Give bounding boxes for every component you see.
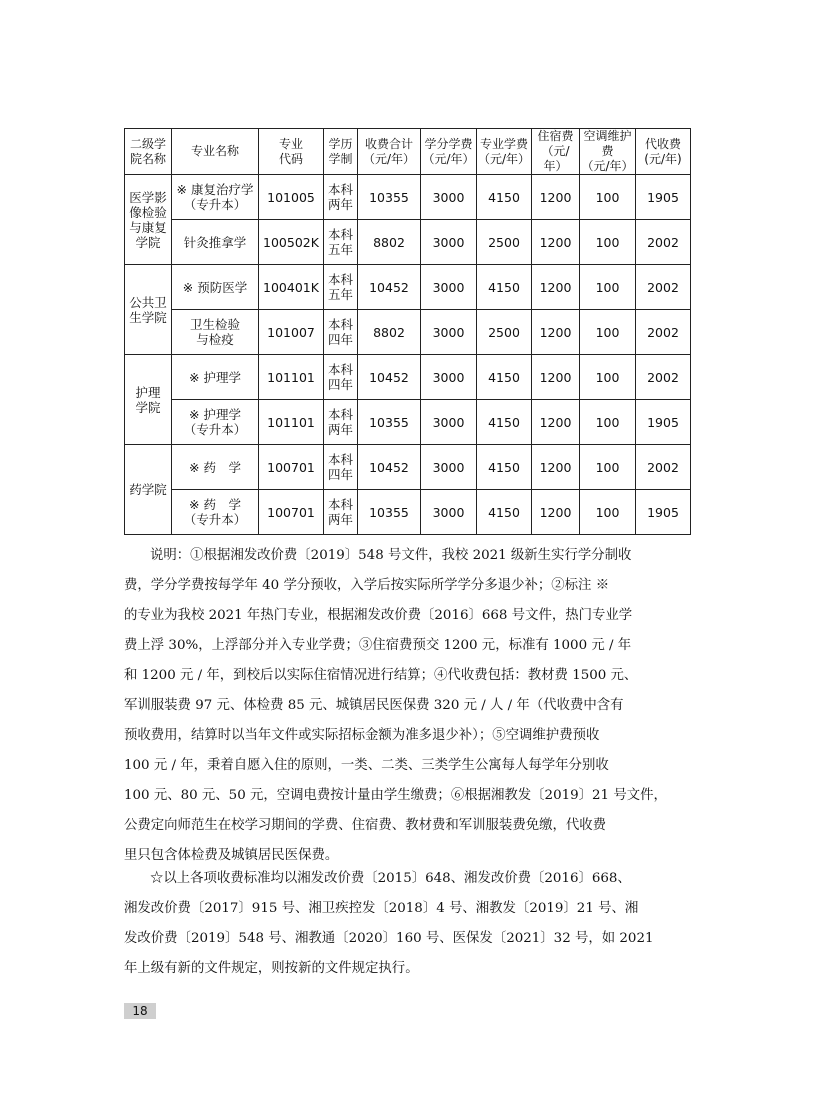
program-length-cell bbox=[324, 265, 358, 310]
dorm-fee-cell: 1200 bbox=[532, 265, 580, 310]
college-name-line: 护理 bbox=[135, 384, 161, 400]
header-label: （元/年） bbox=[422, 151, 475, 166]
cell-line: 本科 bbox=[327, 407, 353, 422]
dorm-fee-cell: 1200 bbox=[532, 355, 580, 400]
major-name-line: 卫生检验 bbox=[189, 317, 240, 332]
table-row bbox=[125, 175, 691, 220]
table-row bbox=[125, 310, 691, 355]
total-fee-cell: 10452 bbox=[358, 265, 421, 310]
major-code-cell: 101101 bbox=[259, 355, 324, 400]
header-label: 专业名称 bbox=[190, 144, 239, 158]
header-row bbox=[125, 129, 691, 175]
major-name-cell bbox=[172, 175, 259, 220]
major-fee-cell: 2500 bbox=[477, 310, 532, 355]
agency-fee-cell: 1905 bbox=[636, 175, 691, 220]
college-name-cell bbox=[125, 175, 172, 265]
major-fee-cell: 4150 bbox=[477, 400, 532, 445]
ac-fee-cell: 100 bbox=[580, 175, 636, 220]
page-number: 18 bbox=[124, 1003, 156, 1019]
major-code-cell: 100701 bbox=[259, 445, 324, 490]
header-label: 学制 bbox=[328, 151, 353, 166]
ac-fee-cell: 100 bbox=[580, 265, 636, 310]
agency-fee-cell: 2002 bbox=[636, 265, 691, 310]
cell-line: 本科 bbox=[327, 362, 353, 377]
major-name-line: 针灸推拿学 bbox=[183, 234, 247, 250]
table-body bbox=[125, 175, 691, 535]
credit-fee-cell: 3000 bbox=[421, 490, 477, 535]
standards-note: ☆以上各项收费标准均以湘发改价费〔2015〕648、湘发改价费〔2016〕668、 湘发改价费〔2017〕915 号、湘卫疾控发〔2018〕4 号、湘教发〔2019〕21 号、湘 发改价费〔2019〕548 号、湘教通〔2020〕160 号、医保发〔2021〕32 号，如 2021 年上级有新的文件规定，则按新的文件规定执行。 bbox=[124, 871, 654, 976]
major-fee-cell: 4150 bbox=[477, 490, 532, 535]
college-name-line: 学院 bbox=[135, 399, 161, 415]
major-name-line: ※ 药 学 bbox=[189, 459, 241, 475]
credit-fee-cell: 3000 bbox=[421, 355, 477, 400]
credit-fee-cell: 3000 bbox=[421, 400, 477, 445]
explanation-note: 说明：①根据湘发改价费〔2019〕548 号文件，我校 2021 级新生实行学分制收 费，学分学费按每学年 40 学分预收，入学后按实际所学学分多退少补；②标注 ※ 的专业为我校 2021 年热门专业，根据湘发改价费〔2016〕668 号文件，热门专业学 费上浮 30%，上浮部分并入专业学费；③住宿费预交 1200 元，标准有 1000 元 / 年 和 1200 元 / 年，到校后以实际住宿情况进行结算；④代收费包括：教材费 1500 元、 军训服装费 97 元、体检费 85 元、城镇居民医保费 320 元 / 人 / 年（代收费中含有 预收费用，结算时以当年文件或实际招标金额为准多退少补）；⑤空调维护费预收 100 元 / 年，秉着自愿入住的原则，一类、二类、三类学生公寓每人每学年分别收 100 元、80 元、50 元，空调电费按计量由学生缴费；⑥根据湘教发〔2019〕21 号文件， 公费定向师范生在校学习期间的学费、住宿费、教材费和军训服装费免缴，代收费 里只包含体检费及城镇居民医保费。 bbox=[124, 548, 667, 863]
major-name-line: ※ 护理学 bbox=[189, 369, 241, 385]
agency-fee-cell: 2002 bbox=[636, 220, 691, 265]
college-name-line: 像检验 bbox=[129, 204, 167, 220]
program-length-cell bbox=[324, 355, 358, 400]
major-name-line: ※ 预防医学 bbox=[182, 279, 248, 295]
cell-line: 两年 bbox=[327, 512, 353, 527]
cell-line: 五年 bbox=[327, 242, 353, 257]
college-name-line: 学院 bbox=[135, 234, 161, 250]
header-label: 院名称 bbox=[129, 151, 166, 166]
fee-table bbox=[124, 128, 691, 535]
credit-fee-cell: 3000 bbox=[421, 265, 477, 310]
college-name-line: 医学影 bbox=[129, 189, 167, 205]
program-length-cell bbox=[324, 220, 358, 265]
college-name-cell bbox=[125, 445, 172, 535]
ac-fee-cell: 100 bbox=[580, 400, 636, 445]
header-label: 住宿费 bbox=[537, 129, 574, 143]
credit-fee-cell: 3000 bbox=[421, 445, 477, 490]
table-header bbox=[125, 129, 691, 175]
major-name-cell bbox=[172, 445, 259, 490]
credit-fee-header bbox=[421, 129, 477, 175]
major-code-cell: 100701 bbox=[259, 490, 324, 535]
total-fee-cell: 10355 bbox=[358, 490, 421, 535]
major-name-line: ※ 护理学 bbox=[189, 407, 241, 422]
cell-line: 四年 bbox=[327, 467, 353, 482]
cell-line: 两年 bbox=[327, 197, 353, 212]
ac-fee-cell: 100 bbox=[580, 490, 636, 535]
major-fee-cell: 2500 bbox=[477, 220, 532, 265]
major-name-cell bbox=[172, 310, 259, 355]
ac-fee-cell: 100 bbox=[580, 220, 636, 265]
college-name-cell bbox=[125, 355, 172, 445]
header-label: 学分学费 bbox=[424, 136, 473, 151]
total-fee-cell: 10355 bbox=[358, 175, 421, 220]
major-name-line: （专升本） bbox=[183, 197, 247, 212]
program-length-cell bbox=[324, 310, 358, 355]
college-name-line: 公共卫 bbox=[129, 294, 167, 310]
header-label: （元/年） bbox=[362, 151, 416, 166]
college-name-line: 生学院 bbox=[129, 309, 167, 325]
program-length-header bbox=[324, 129, 358, 175]
cell-line: 五年 bbox=[327, 287, 353, 302]
header-label: 代收费 bbox=[644, 136, 681, 151]
cell-line: 本科 bbox=[327, 452, 353, 467]
program-length-cell bbox=[324, 175, 358, 220]
major-name-cell bbox=[172, 220, 259, 265]
header-label: （元/年） bbox=[581, 159, 634, 173]
cell-line: 本科 bbox=[327, 182, 353, 197]
major-name-line: 与检疫 bbox=[196, 332, 234, 347]
header-label: 代码 bbox=[278, 151, 303, 166]
program-length-cell bbox=[324, 445, 358, 490]
ac-fee-header bbox=[580, 129, 636, 175]
total-fee-cell: 8802 bbox=[358, 220, 421, 265]
dorm-fee-cell: 1200 bbox=[532, 400, 580, 445]
college-name-header bbox=[125, 129, 172, 175]
table-row bbox=[125, 490, 691, 535]
agency-fee-cell: 2002 bbox=[636, 355, 691, 400]
header-label: (元/年) bbox=[644, 151, 682, 166]
dorm-fee-cell: 1200 bbox=[532, 445, 580, 490]
total-fee-header bbox=[358, 129, 421, 175]
cell-line: 本科 bbox=[327, 497, 353, 512]
dorm-fee-cell: 1200 bbox=[532, 220, 580, 265]
major-code-cell: 101005 bbox=[259, 175, 324, 220]
major-name-line: ※ 药 学 bbox=[189, 497, 241, 512]
credit-fee-cell: 3000 bbox=[421, 220, 477, 265]
major-name-line: （专升本） bbox=[183, 422, 247, 437]
table-row bbox=[125, 400, 691, 445]
dorm-fee-cell: 1200 bbox=[532, 310, 580, 355]
agency-fee-header bbox=[636, 129, 691, 175]
major-fee-cell: 4150 bbox=[477, 355, 532, 400]
dorm-fee-cell: 1200 bbox=[532, 490, 580, 535]
header-label: 学历 bbox=[328, 136, 353, 151]
major-code-cell: 101007 bbox=[259, 310, 324, 355]
total-fee-cell: 10452 bbox=[358, 445, 421, 490]
table-row bbox=[125, 355, 691, 400]
major-name-cell bbox=[172, 355, 259, 400]
major-code-cell: 100401K bbox=[259, 265, 324, 310]
program-length-cell bbox=[324, 400, 358, 445]
header-label: 二级学 bbox=[129, 136, 166, 151]
ac-fee-cell: 100 bbox=[580, 445, 636, 490]
ac-fee-cell: 100 bbox=[580, 355, 636, 400]
major-fee-cell: 4150 bbox=[477, 265, 532, 310]
header-label: 专业学费 bbox=[479, 136, 528, 151]
header-label: （元/年） bbox=[541, 144, 570, 173]
cell-line: 本科 bbox=[327, 317, 353, 332]
college-name-cell bbox=[125, 265, 172, 355]
header-label: 收费合计 bbox=[364, 136, 413, 151]
ac-fee-cell: 100 bbox=[580, 310, 636, 355]
header-label: 专业 bbox=[278, 136, 303, 151]
major-name-line: （专升本） bbox=[183, 512, 247, 527]
major-fee-cell: 4150 bbox=[477, 445, 532, 490]
major-name-cell bbox=[172, 490, 259, 535]
program-length-cell bbox=[324, 490, 358, 535]
cell-line: 四年 bbox=[327, 332, 353, 347]
college-name-line: 与康复 bbox=[129, 219, 167, 235]
major-code-header bbox=[259, 129, 324, 175]
agency-fee-cell: 2002 bbox=[636, 445, 691, 490]
table-row bbox=[125, 445, 691, 490]
dorm-fee-header bbox=[532, 129, 580, 175]
cell-line: 本科 bbox=[327, 227, 353, 242]
major-name-header bbox=[172, 129, 259, 175]
major-code-cell: 100502K bbox=[259, 220, 324, 265]
total-fee-cell: 10355 bbox=[358, 400, 421, 445]
agency-fee-cell: 1905 bbox=[636, 400, 691, 445]
agency-fee-cell: 2002 bbox=[636, 310, 691, 355]
major-name-cell bbox=[172, 265, 259, 310]
college-name-line: 药学院 bbox=[129, 482, 167, 497]
dorm-fee-cell: 1200 bbox=[532, 175, 580, 220]
cell-line: 四年 bbox=[327, 377, 353, 392]
major-fee-header bbox=[477, 129, 532, 175]
total-fee-cell: 8802 bbox=[358, 310, 421, 355]
table-row bbox=[125, 220, 691, 265]
credit-fee-cell: 3000 bbox=[421, 175, 477, 220]
cell-line: 本科 bbox=[327, 272, 353, 287]
total-fee-cell: 10452 bbox=[358, 355, 421, 400]
major-fee-cell: 4150 bbox=[477, 175, 532, 220]
major-code-cell: 101101 bbox=[259, 400, 324, 445]
cell-line: 两年 bbox=[327, 422, 353, 437]
header-label: 空调维护费 bbox=[583, 129, 632, 158]
major-name-cell bbox=[172, 400, 259, 445]
credit-fee-cell: 3000 bbox=[421, 310, 477, 355]
table-row bbox=[125, 265, 691, 310]
major-name-line: ※ 康复治疗学 bbox=[176, 182, 254, 197]
agency-fee-cell: 1905 bbox=[636, 490, 691, 535]
header-label: （元/年） bbox=[478, 151, 531, 166]
